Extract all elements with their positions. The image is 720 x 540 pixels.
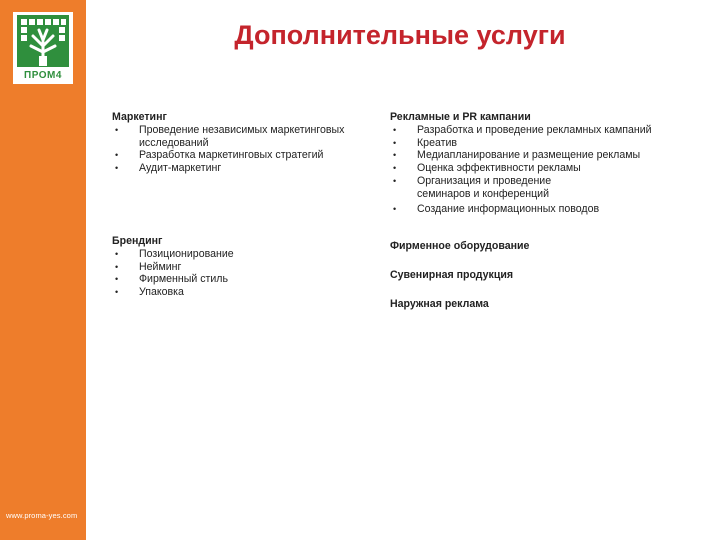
page-title: Дополнительные услуги [234,20,566,50]
list-item-label: Упаковка [139,286,184,299]
branding-list [112,248,362,299]
list-item-label: Позиционирование [139,247,234,260]
list-item: • Аудит-маркетинг [115,162,222,175]
list-item: • Позиционирование [115,247,234,260]
list-item-label: Проведение независимых маркетинговых исследований [139,123,345,149]
list-item: • Проведение независимых маркетинговых исследований [115,123,345,149]
tree-icon [13,12,73,70]
list-item: • Оценка эффективности рекламы [393,162,581,175]
campaigns-list [390,124,700,216]
list-item: • Упаковка [115,286,184,299]
marketing-list [112,124,362,175]
list-item: • Разработка маркетинговых стратегий [115,149,324,162]
marketing-section [112,111,362,175]
list-item-label: Фирменный стиль [139,273,228,286]
logo-text: ПРОМ4 [24,70,62,81]
sidebar [0,0,86,540]
list-item: • Медиапланирование и размещение рекламы [393,149,641,162]
marketing-heading: Маркетинг [112,111,167,123]
site-url[interactable]: www.proma-yes.com [6,511,78,520]
list-item-label: Креатив [417,136,458,149]
list-item-label: Аудит-маркетинг [139,162,222,175]
branding-heading: Брендинг [112,235,163,247]
list-item: • Создание информационных поводов [393,202,600,215]
branding-section [112,235,362,299]
list-item-label: Нейминг [139,260,182,273]
list-item-label: Создание информационных поводов [417,202,600,215]
list-item: • Креатив [393,136,458,149]
souvenirs-heading: Сувенирная продукция [390,269,514,281]
list-item-label: Разработка и проведение рекламных кампаний [417,123,652,136]
list-item-label: Разработка маркетинговых стратегий [139,149,324,162]
equipment-heading: Фирменное оборудование [390,240,530,252]
list-item-label: Медиапланирование и размещение рекламы [417,149,641,162]
outdoor-heading: Наружная реклама [390,298,489,310]
campaigns-section [390,111,700,215]
list-item: • Разработка и проведение рекламных кампаний [393,123,652,136]
logo [13,12,73,84]
campaigns-heading: Рекламные и PR кампании [390,111,531,123]
list-item: • Фирменный стиль [115,273,228,286]
list-item-label: Оценка эффективности рекламы [417,162,581,175]
list-item-label: Организация и проведение семинаров и конференций [417,174,552,200]
list-item: • Организация и проведение семинаров и конференций [393,174,552,200]
list-item: • Нейминг [115,260,182,273]
